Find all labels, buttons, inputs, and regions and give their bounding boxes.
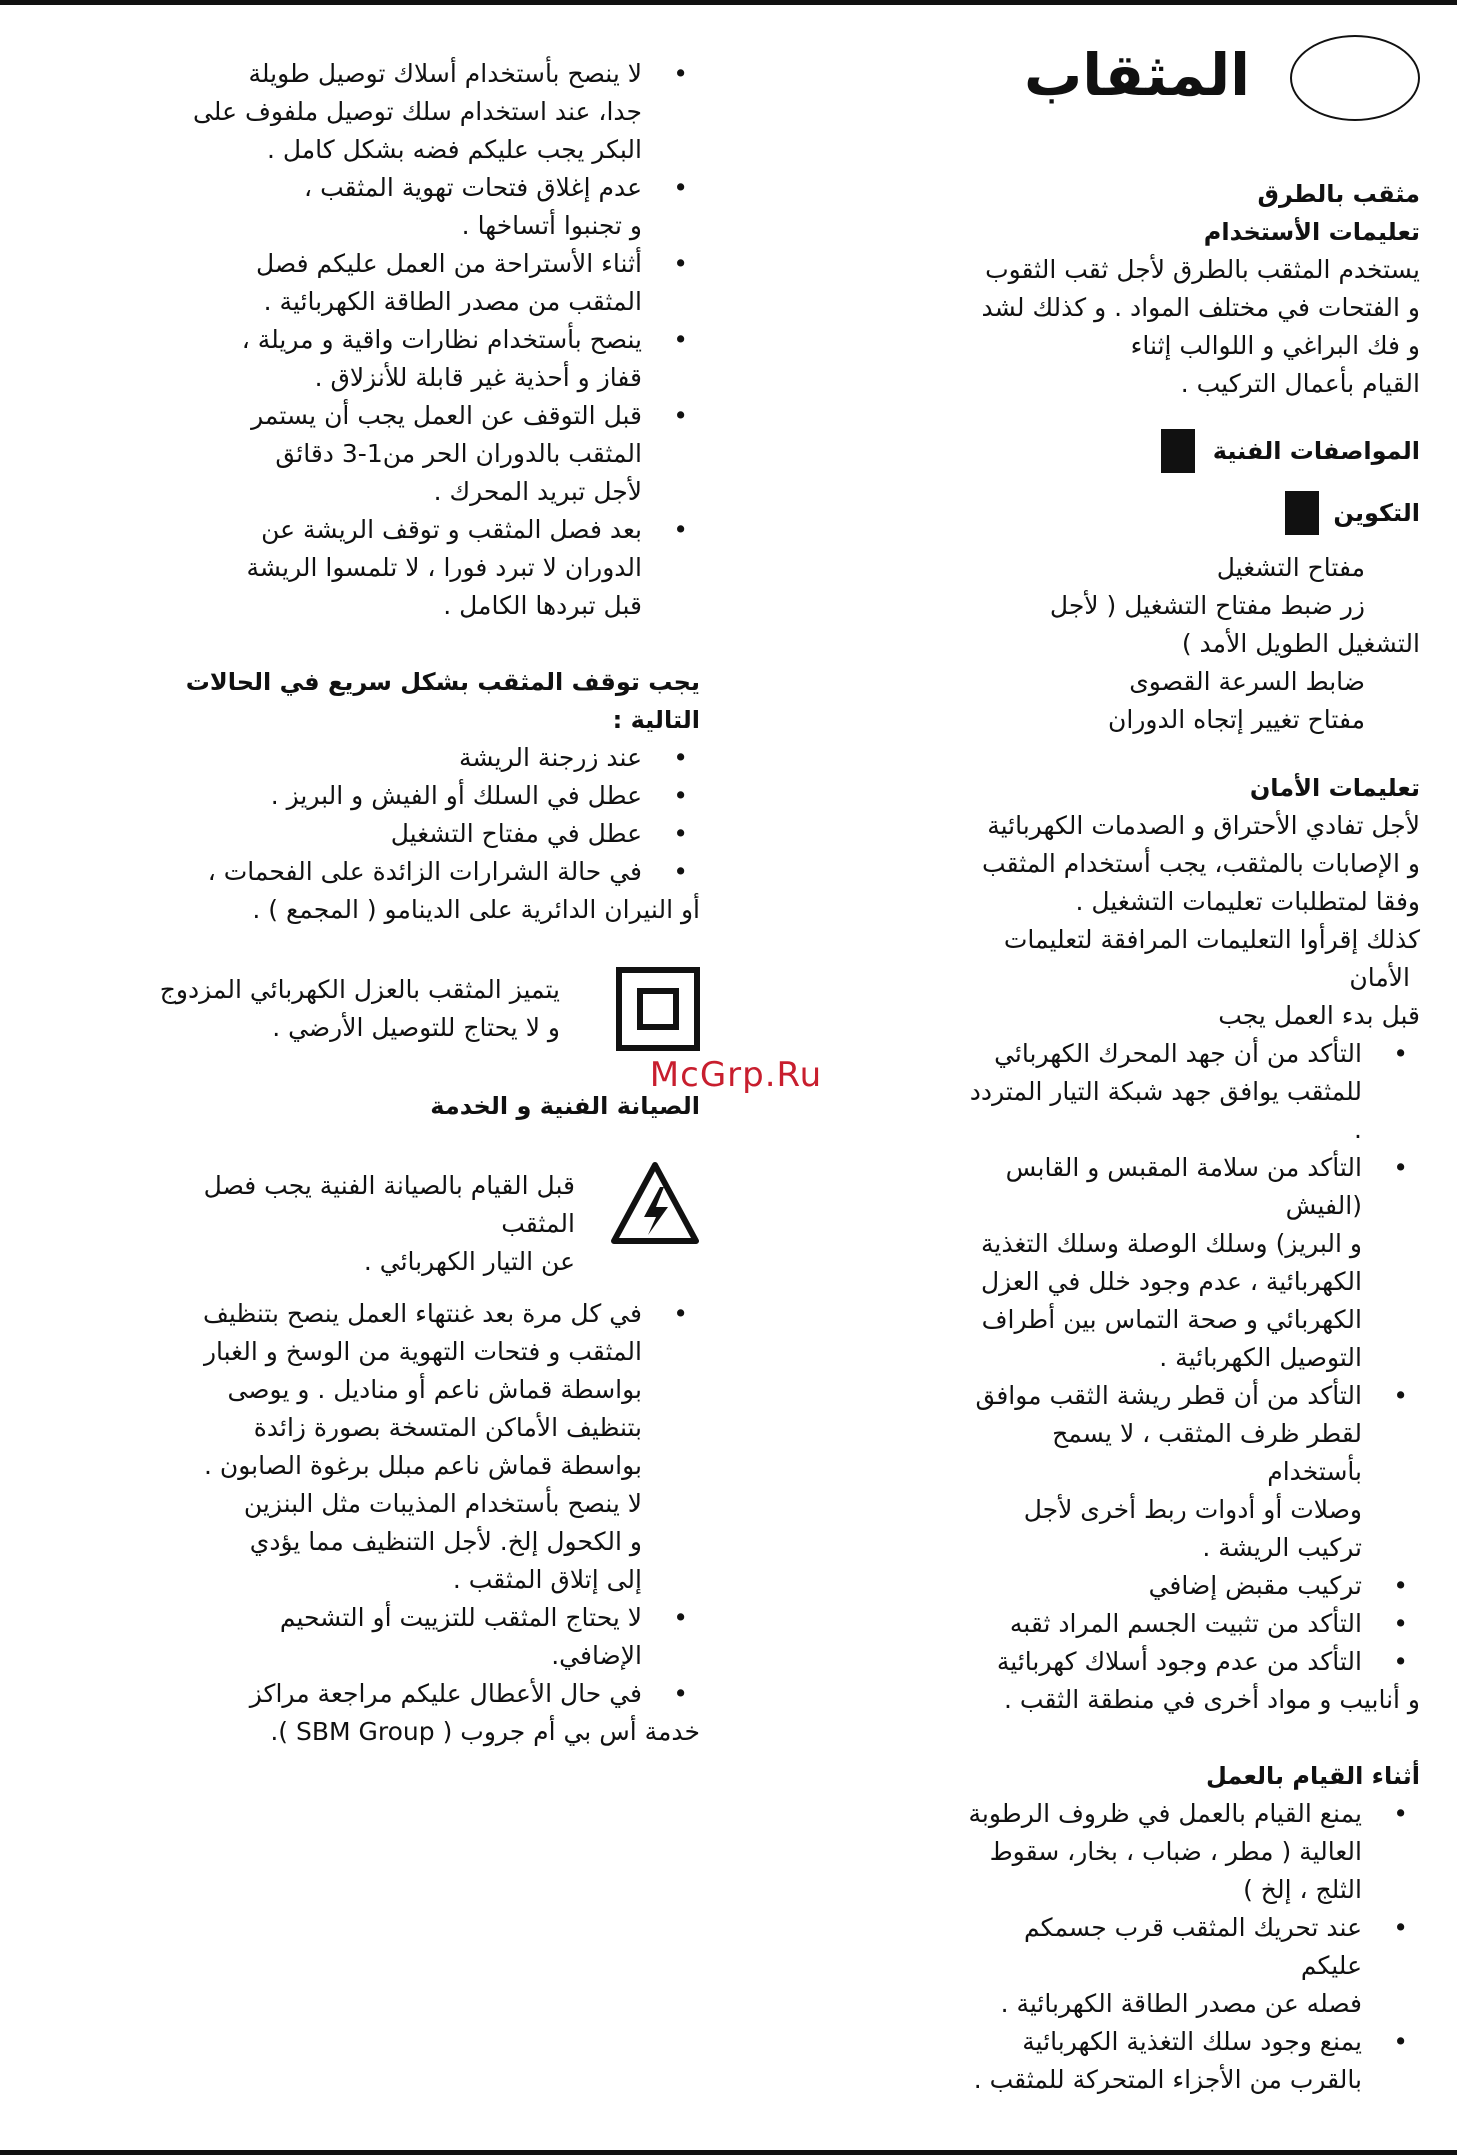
maintenance-list — [140, 1295, 700, 1751]
insulation-line: و لا يحتاج للتوصيل الأرضي . — [272, 1013, 560, 1042]
usage-line: يستخدم المثقب بالطرق لأجل ثقب الثقوب — [985, 255, 1420, 284]
config-heading: التكوين — [955, 491, 1420, 535]
precautions-list — [140, 55, 700, 625]
stop-list — [140, 739, 700, 891]
list-item: • في حالة الشرارات الزائدة على الفحمات ، — [140, 853, 700, 891]
usage-text — [955, 251, 1420, 403]
list-item: • التأكد من سلامة المقبس و القابس (الفيش و البريز) وسلك الوصلة وسلك التغذية الكهربائية ، عدم وجود خلل في العزل الكهربائي و صحة التماس بين أطراف التوصيل الكهربائية . — [955, 1149, 1420, 1377]
safety-line: وفقا لمتطلبات تعليمات التشغيل . — [1075, 887, 1420, 916]
left-column — [140, 55, 700, 1751]
config-item: ضابط السرعة القصوى — [1129, 667, 1365, 696]
safety-line: الأمان — [1349, 963, 1410, 992]
list-item: • التأكد من أن جهد المحرك الكهربائي للمثقب يوافق جهد شبكة التيار المتردد . — [955, 1035, 1420, 1149]
list-item: • عدم إغلاق فتحات تهوية المثقب ، و تجنبوا أتساخها . — [140, 169, 700, 245]
electric-hazard-icon — [610, 1161, 700, 1245]
title-row — [955, 41, 1420, 175]
watermark: McGrp.Ru — [649, 1055, 823, 1095]
before-work-tail: و أنابيب و مواد أخرى في منطقة الثقب . — [1004, 1685, 1420, 1714]
list-item: • عطل في مفتاح التشغيل — [140, 815, 700, 853]
config-marker — [1285, 491, 1319, 535]
usage-heading: تعليمات الأستخدام — [1203, 218, 1420, 246]
list-item: • بعد فصل المثقب و توقف الريشة عن الدوران لا تبرد فورا ، لا تلمسوا الريشة قبل تبردها الكامل . — [140, 511, 700, 625]
double-insulation-icon — [616, 967, 700, 1051]
list-item: • لا ينصح بأستخدام أسلاك توصيل طويلة جدا، عند استخدام سلك توصيل ملفوف على البكر يجب عليكم فضه بشكل كامل . — [140, 55, 700, 169]
top-rule — [0, 0, 1457, 5]
double-insulation-row — [140, 971, 700, 1059]
config-item: التشغيل الطويل الأمد ) — [1181, 629, 1420, 658]
warning-line: عن التيار الكهربائي . — [363, 1247, 575, 1276]
list-item: • لا يحتاج المثقب للتزييت أو التشحيم الإضافي. — [140, 1599, 700, 1675]
during-list — [955, 1795, 1420, 2099]
config-item: زر ضبط مفتاح التشغيل ( لأجل — [1049, 591, 1365, 620]
specs-heading: المواصفات الفنية — [955, 429, 1420, 473]
config-item: مفتاح التشغيل — [1216, 553, 1365, 582]
bottom-rule — [0, 2150, 1457, 2155]
list-item: • عند تحريك المثقب قرب جسمكم عليكم فصله عن مصدر الطاقة الكهربائية . — [955, 1909, 1420, 2023]
subtitle: مثقب بالطرق — [1257, 180, 1420, 208]
warning-row — [140, 1167, 700, 1276]
list-item: • قبل التوقف عن العمل يجب أن يستمر المثقب بالدوران الحر من1-3 دقائق لأجل تبريد المحرك . — [140, 397, 700, 511]
list-item: • التأكد من تثبيت الجسم المراد ثقبه — [955, 1605, 1420, 1643]
safety-line: و الإصابات بالمثقب، يجب أستخدام المثقب — [982, 849, 1420, 878]
usage-line: و فك البراغي و اللوالب إثناء — [1130, 331, 1420, 360]
safety-line: لأجل تفادي الأحتراق و الصدمات الكهربائية — [987, 811, 1420, 840]
warning-line: قبل القيام بالصيانة الفنية يجب فصل المثقب — [203, 1171, 575, 1238]
before-work-label: قبل بدء العمل يجب — [1218, 1001, 1420, 1030]
list-item: • في حال الأعطال عليكم مراجعة مراكز خدمة أس بي أم جروب ( SBM Group ). — [140, 1675, 700, 1751]
safety-line: كذلك إقرأوا التعليمات المرافقة لتعليمات — [1003, 925, 1420, 954]
before-work-list — [955, 1035, 1420, 1681]
list-item: • يمنع وجود سلك التغذية الكهربائية بالقرب من الأجزاء المتحركة للمثقب . — [955, 2023, 1420, 2099]
config-list — [955, 549, 1420, 739]
config-item: مفتاح تغيير إتجاه الدوران — [1108, 705, 1365, 734]
page-title: المثقاب — [1023, 41, 1250, 109]
stop-heading-cont: التالية : — [612, 706, 700, 734]
insulation-line: يتميز المثقب بالعزل الكهربائي المزدوج — [159, 975, 560, 1004]
list-item: • التأكد من عدم وجود أسلاك كهربائية — [955, 1643, 1420, 1681]
list-item: • أثناء الأستراحة من العمل عليكم فصل المثقب من مصدر الطاقة الكهربائية . — [140, 245, 700, 321]
list-item: • عطل في السلك أو الفيش و البريز . — [140, 777, 700, 815]
stop-heading: يجب توقف المثقب بشكل سريع في الحالات — [185, 668, 700, 696]
list-item: • التأكد من أن قطر ريشة الثقب موافق لقطر ظرف المثقب ، لا يسمح بأستخدام وصلات أو أدوات ربط أخرى لأجل تركيب الريشة . — [955, 1377, 1420, 1567]
list-item: • ينصح بأستخدام نظارات واقية و مريلة ، قفاز و أحذية غير قابلة للأنزلاق . — [140, 321, 700, 397]
safety-text — [955, 807, 1420, 997]
list-item: • عند زرجنة الريشة — [140, 739, 700, 777]
maintenance-heading: الصيانة الفنية و الخدمة — [430, 1092, 700, 1120]
list-item: • يمنع القيام بالعمل في ظروف الرطوبة العالية ( مطر ، ضباب ، بخار، سقوط الثلج ، إلخ ) — [955, 1795, 1420, 1909]
language-oval — [1290, 35, 1420, 121]
during-heading: أثناء القيام بالعمل — [1205, 1762, 1420, 1790]
right-column — [955, 41, 1420, 2099]
specs-marker — [1161, 429, 1195, 473]
safety-heading: تعليمات الأمان — [1249, 774, 1420, 802]
list-item: • تركيب مقبض إضافي — [955, 1567, 1420, 1605]
usage-line: القيام بأعمال التركيب . — [1180, 369, 1420, 398]
usage-line: و الفتحات في مختلف المواد . و كذلك لشد — [981, 293, 1420, 322]
stop-tail: أو النيران الدائرية على الدينامو ( المجمع ) . — [252, 895, 700, 924]
list-item: • في كل مرة بعد غنتهاء العمل ينصح بتنظيف المثقب و فتحات التهوية من الوسخ و الغبار بواسطة قماش ناعم أو مناديل . و يوصى بتنظيف الأماكن المتسخة بصورة زائدة بواسطة قماش ناعم مبلل برغوة الصابون . لا ينصح بأستخدام المذيبات مثل البنزين و الكحول إلخ. لأجل التنظيف مما يؤدي إلى إتلاق المثقب . — [140, 1295, 700, 1599]
